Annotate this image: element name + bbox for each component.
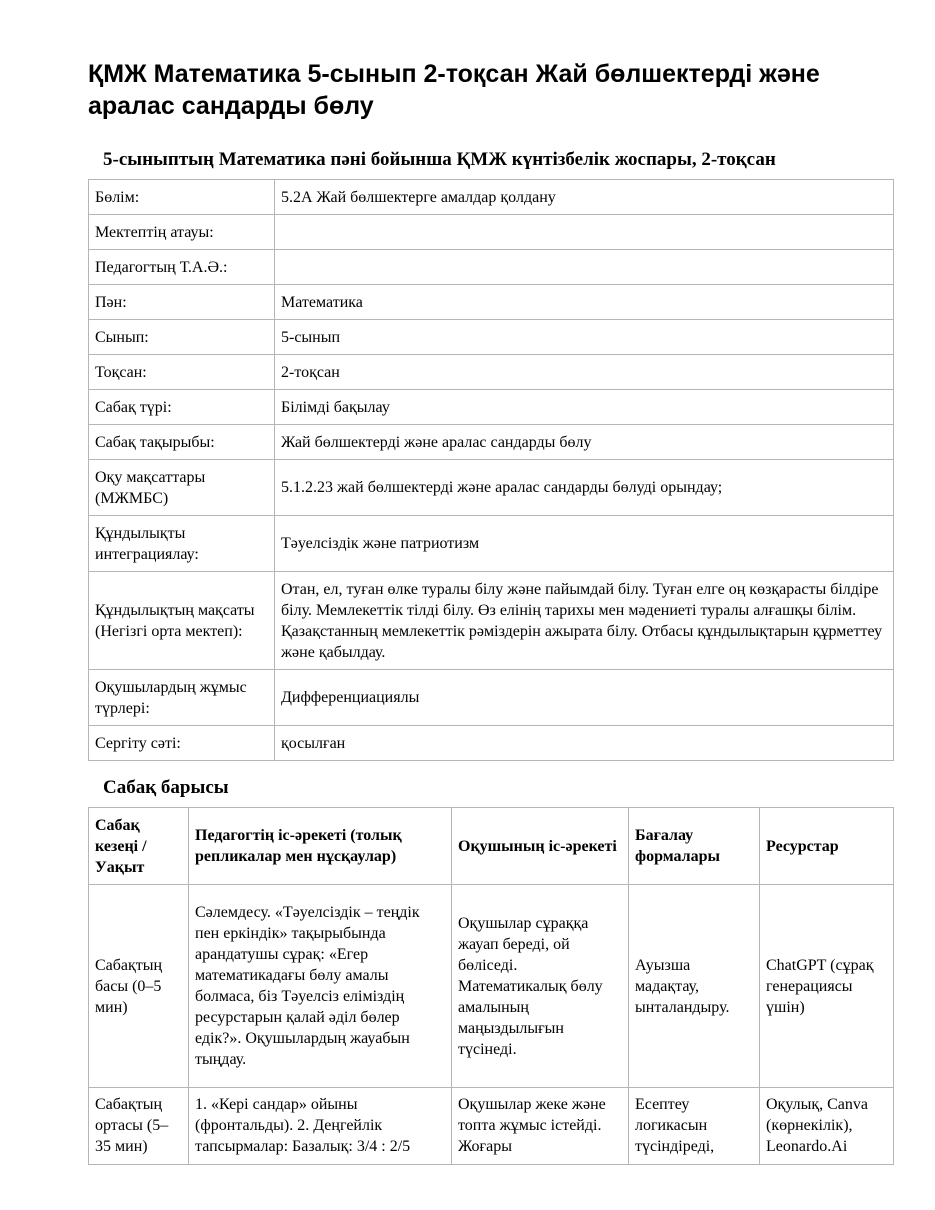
header-resources: Ресурстар xyxy=(760,808,894,885)
plan-subtitle: 5-сыныптың Математика пәні бойынша ҚМЖ күнтізбелік жоспары, 2-тоқсан xyxy=(103,149,776,170)
info-row-quarter xyxy=(89,355,894,390)
lesson-cell-assessment: Ауызша мадақтау, ынталандыру. xyxy=(629,885,760,1088)
lesson-cell-resources: Оқулық, Canva (көрнекілік), Leonardo.Ai xyxy=(760,1088,894,1165)
info-value: Жай бөлшектерді және аралас сандарды бөлу xyxy=(275,425,894,460)
info-label: Құндылықты интеграциялау: xyxy=(89,516,275,572)
info-row-subject xyxy=(89,285,894,320)
info-label: Педагогтың Т.А.Ә.: xyxy=(89,250,275,285)
lesson-header-row xyxy=(89,808,894,885)
info-label: Оқушылардың жұмыс түрлері: xyxy=(89,670,275,726)
lesson-progress-table xyxy=(88,807,894,1165)
lesson-cell-stage: Сабақтың ортасы (5–35 мин) xyxy=(89,1088,189,1165)
lesson-cell-assessment: Есептеу логикасын түсіндіреді, xyxy=(629,1088,760,1165)
info-row-learning-objectives xyxy=(89,460,894,516)
info-row-value-integration xyxy=(89,516,894,572)
info-label: Бөлім: xyxy=(89,180,275,215)
info-row-section xyxy=(89,180,894,215)
info-label: Сергіту сәті: xyxy=(89,726,275,761)
info-label: Сабақ түрі: xyxy=(89,390,275,425)
info-label: Сабақ тақырыбы: xyxy=(89,425,275,460)
info-row-lesson-topic xyxy=(89,425,894,460)
document-title: ҚМЖ Математика 5-сынып 2-тоқсан Жай бөлшектерді және аралас сандарды бөлу xyxy=(88,60,820,120)
info-value: Дифференциациялы xyxy=(275,670,894,726)
info-row-work-types xyxy=(89,670,894,726)
lesson-info-table xyxy=(88,179,894,761)
lesson-row-middle xyxy=(89,1088,894,1165)
lesson-cell-student: Оқушылар жеке және топта жұмыс істейді. Жоғары xyxy=(452,1088,629,1165)
info-label: Тоқсан: xyxy=(89,355,275,390)
info-value: 5.1.2.23 жай бөлшектерді және аралас сандарды бөлуді орындау; xyxy=(275,460,894,516)
info-row-grade xyxy=(89,320,894,355)
lesson-progress-heading: Сабақ барысы xyxy=(103,777,229,798)
info-value: Тәуелсіздік және патриотизм xyxy=(275,516,894,572)
info-label: Сынып: xyxy=(89,320,275,355)
info-row-lesson-type xyxy=(89,390,894,425)
lesson-row-beginning xyxy=(89,885,894,1088)
info-value: 2-тоқсан xyxy=(275,355,894,390)
info-row-school xyxy=(89,215,894,250)
info-row-teacher xyxy=(89,250,894,285)
info-row-value-goal xyxy=(89,572,894,670)
lesson-cell-teacher: Сәлемдесу. «Тәуелсіздік – теңдік пен еркіндік» тақырыбында арандатушы сұрақ: «Егер математикадағы бөлу амалы болмаса, біз Тәуелсіз еліміздің ресурстарын қалай әділ бөлер едік?». Оқушылардың жауабын тыңдау. xyxy=(189,885,452,1088)
info-row-break xyxy=(89,726,894,761)
lesson-cell-teacher: 1. «Кері сандар» ойыны (фронтальды). 2. Деңгейлік тапсырмалар: Базалық: 3/4 : 2/5 xyxy=(189,1088,452,1165)
info-value: 5.2А Жай бөлшектерге амалдар қолдану xyxy=(275,180,894,215)
header-assessment: Бағалау формалары xyxy=(629,808,760,885)
header-stage: Сабақ кезеңі / Уақыт xyxy=(89,808,189,885)
info-value: 5-сынып xyxy=(275,320,894,355)
info-label: Құндылықтың мақсаты (Негізгі орта мектеп): xyxy=(89,572,275,670)
info-label: Пән: xyxy=(89,285,275,320)
lesson-cell-student: Оқушылар сұраққа жауап береді, ой бөліседі. Математикалық бөлу амалының маңыздылығын түсінеді. xyxy=(452,885,629,1088)
page-bottom-margin xyxy=(0,1165,935,1210)
info-value: Математика xyxy=(275,285,894,320)
header-student-activity: Оқушының іс-әрекеті xyxy=(452,808,629,885)
info-value xyxy=(275,215,894,250)
info-label: Мектептің атауы: xyxy=(89,215,275,250)
info-value: Отан, ел, туған өлке туралы білу және пайымдай білу. Туған елге оң көзқарасты білдіре білу. Мемлекеттік тілді білу. Өз елінің тарихы мен мәдениеті туралы алғашқы білім. Қазақстанның мемлекеттік рәміздерін ажырата білу. Отбасы құндылықтарын құрметтеу және қабылдау. xyxy=(275,572,894,670)
info-value: Білімді бақылау xyxy=(275,390,894,425)
header-teacher-activity: Педагогтің іс-әрекеті (толық репликалар мен нұсқаулар) xyxy=(189,808,452,885)
lesson-cell-stage: Сабақтың басы (0–5 мин) xyxy=(89,885,189,1088)
lesson-cell-resources: ChatGPT (сұрақ генерациясы үшін) xyxy=(760,885,894,1088)
info-value xyxy=(275,250,894,285)
info-label: Оқу мақсаттары (МЖМБС) xyxy=(89,460,275,516)
info-value: қосылған xyxy=(275,726,894,761)
